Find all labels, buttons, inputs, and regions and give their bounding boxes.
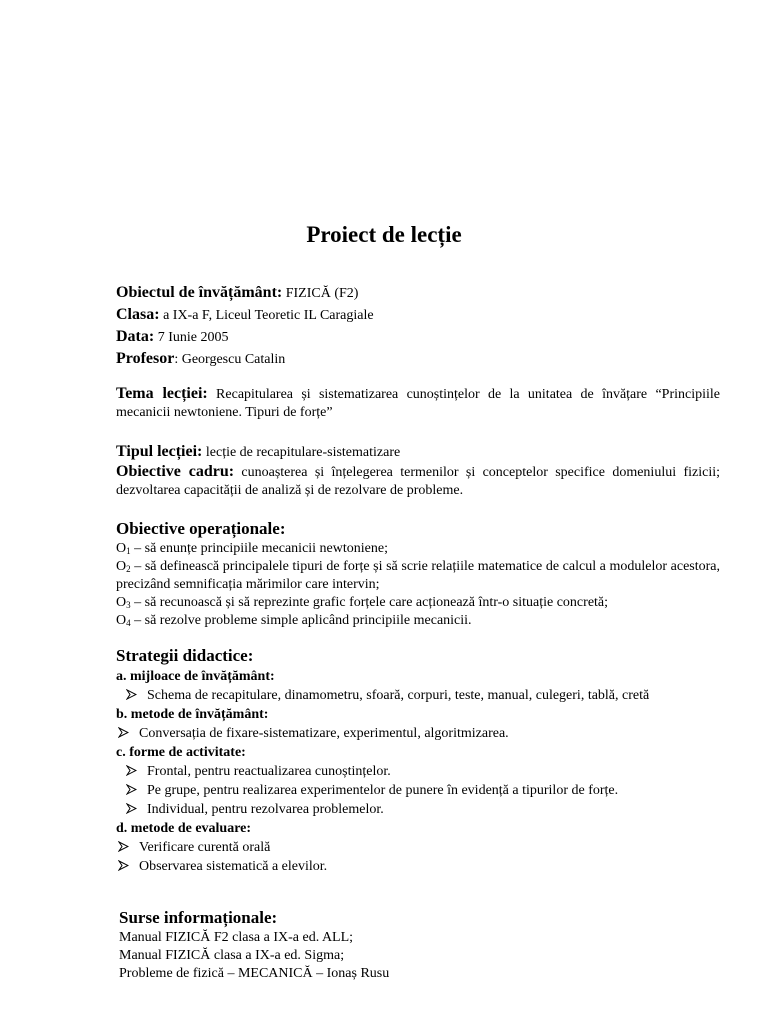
operational-objectives bbox=[116, 518, 720, 630]
topic-label: Tema lecției: bbox=[116, 385, 208, 402]
date-label: Data: bbox=[116, 328, 155, 345]
sources-heading: Surse informaționale: bbox=[119, 908, 278, 927]
topic-value: Recapitularea și sistematizarea cunoștințelor de la unitatea de învățare “Principiile mecanicii newtoniene. Tipuri de forțe” bbox=[116, 387, 721, 420]
lesson-info bbox=[116, 283, 720, 370]
teaching-means-label: a. mijloace de învățământ: bbox=[116, 669, 275, 684]
date-value: 7 Iunie 2005 bbox=[154, 330, 229, 345]
subject-line bbox=[116, 283, 720, 304]
type-label: Tipul lecției: bbox=[116, 443, 203, 460]
class-line bbox=[116, 305, 720, 326]
strategies-heading: Strategii didactice: bbox=[116, 646, 254, 665]
arrow-bullet-icon bbox=[118, 860, 129, 871]
teaching-methods-label: b. metode de învățământ: bbox=[116, 707, 269, 722]
objective-o2: $O_2$ – să definească principalele tipuri de forțe și să scrie relațiile matematice de calcul a modulelor acestora, precizând semnificația mărimilor care intervin; bbox=[116, 559, 720, 592]
activity-forms-label: c. forme de activitate: bbox=[116, 745, 246, 760]
teaching-strategies bbox=[116, 645, 720, 876]
activity-form-item: Pe grupe, pentru realizarea experimentelor de punere în evidență a tipurilor de forțe. bbox=[116, 781, 720, 800]
objective-o1: $O_1$ – să enunțe principiile mecanicii newtoniene; bbox=[116, 541, 388, 556]
evaluation-methods-label: d. metode de evaluare: bbox=[116, 821, 252, 836]
framework-objectives bbox=[116, 463, 720, 500]
arrow-bullet-icon bbox=[118, 727, 129, 738]
source-item: Probleme de fizică – MECANICĂ – Ionaș Rusu bbox=[119, 966, 390, 981]
source-item: Manual FIZICĂ clasa a IX-a ed. Sigma; bbox=[119, 948, 345, 963]
framework-objectives-label: Obiective cadru: bbox=[116, 463, 235, 480]
framework-objectives-value: cunoașterea și înțelegerea termenilor și conceptelor specifice domeniului fizicii; dezvoltarea capacității de analiză și de rezolvare de probleme. bbox=[116, 465, 720, 498]
teaching-methods-item: Conversația de fixare-sistematizare, experimentul, algoritmizarea. bbox=[116, 724, 720, 743]
evaluation-method-item: Verificare curentă orală bbox=[116, 838, 720, 857]
teacher-line bbox=[116, 349, 720, 370]
class-label: Clasa: bbox=[116, 306, 160, 323]
arrow-bullet-icon bbox=[126, 689, 137, 700]
arrow-bullet-icon bbox=[118, 841, 129, 852]
activity-form-item: Frontal, pentru reactualizarea cunoștințelor. bbox=[116, 762, 720, 781]
source-item: Manual FIZICĂ F2 clasa a IX-a ed. ALL; bbox=[119, 930, 354, 945]
teacher-label: Profesor bbox=[116, 350, 175, 367]
arrow-bullet-icon bbox=[126, 765, 137, 776]
activity-form-item: Individual, pentru rezolvarea problemelor. bbox=[116, 800, 720, 819]
arrow-bullet-icon bbox=[126, 784, 137, 795]
information-sources bbox=[119, 907, 723, 983]
operational-objectives-heading: Obiective operaționale: bbox=[116, 519, 286, 538]
document-title: Proiect de lecție bbox=[306, 222, 462, 247]
evaluation-method-item: Observarea sistematică a elevilor. bbox=[116, 857, 720, 876]
objective-o4: $O_4$ – să rezolve probleme simple aplicând principiile mecanicii. bbox=[116, 613, 472, 628]
subject-label: Obiectul de învățământ: bbox=[116, 284, 283, 301]
class-value: a IX-a F, Liceul Teoretic IL Caragiale bbox=[159, 308, 374, 323]
arrow-bullet-icon bbox=[126, 803, 137, 814]
lesson-topic bbox=[116, 385, 720, 422]
objective-o3: $O_3$ – să recunoască și să reprezinte grafic forțele care acționează într-o situație concretă; bbox=[116, 595, 609, 610]
teaching-means-item: Schema de recapitulare, dinamometru, sfoară, corpuri, teste, manual, culegeri, tablă, cretă bbox=[116, 686, 720, 705]
type-value: lecție de recapitulare-sistematizare bbox=[202, 445, 401, 460]
date-line bbox=[116, 327, 720, 348]
teacher-colon: : bbox=[174, 352, 179, 367]
teacher-value: Georgescu Catalin bbox=[178, 352, 286, 367]
subject-value: FIZICĂ (F2) bbox=[282, 286, 359, 301]
lesson-type bbox=[116, 442, 720, 463]
